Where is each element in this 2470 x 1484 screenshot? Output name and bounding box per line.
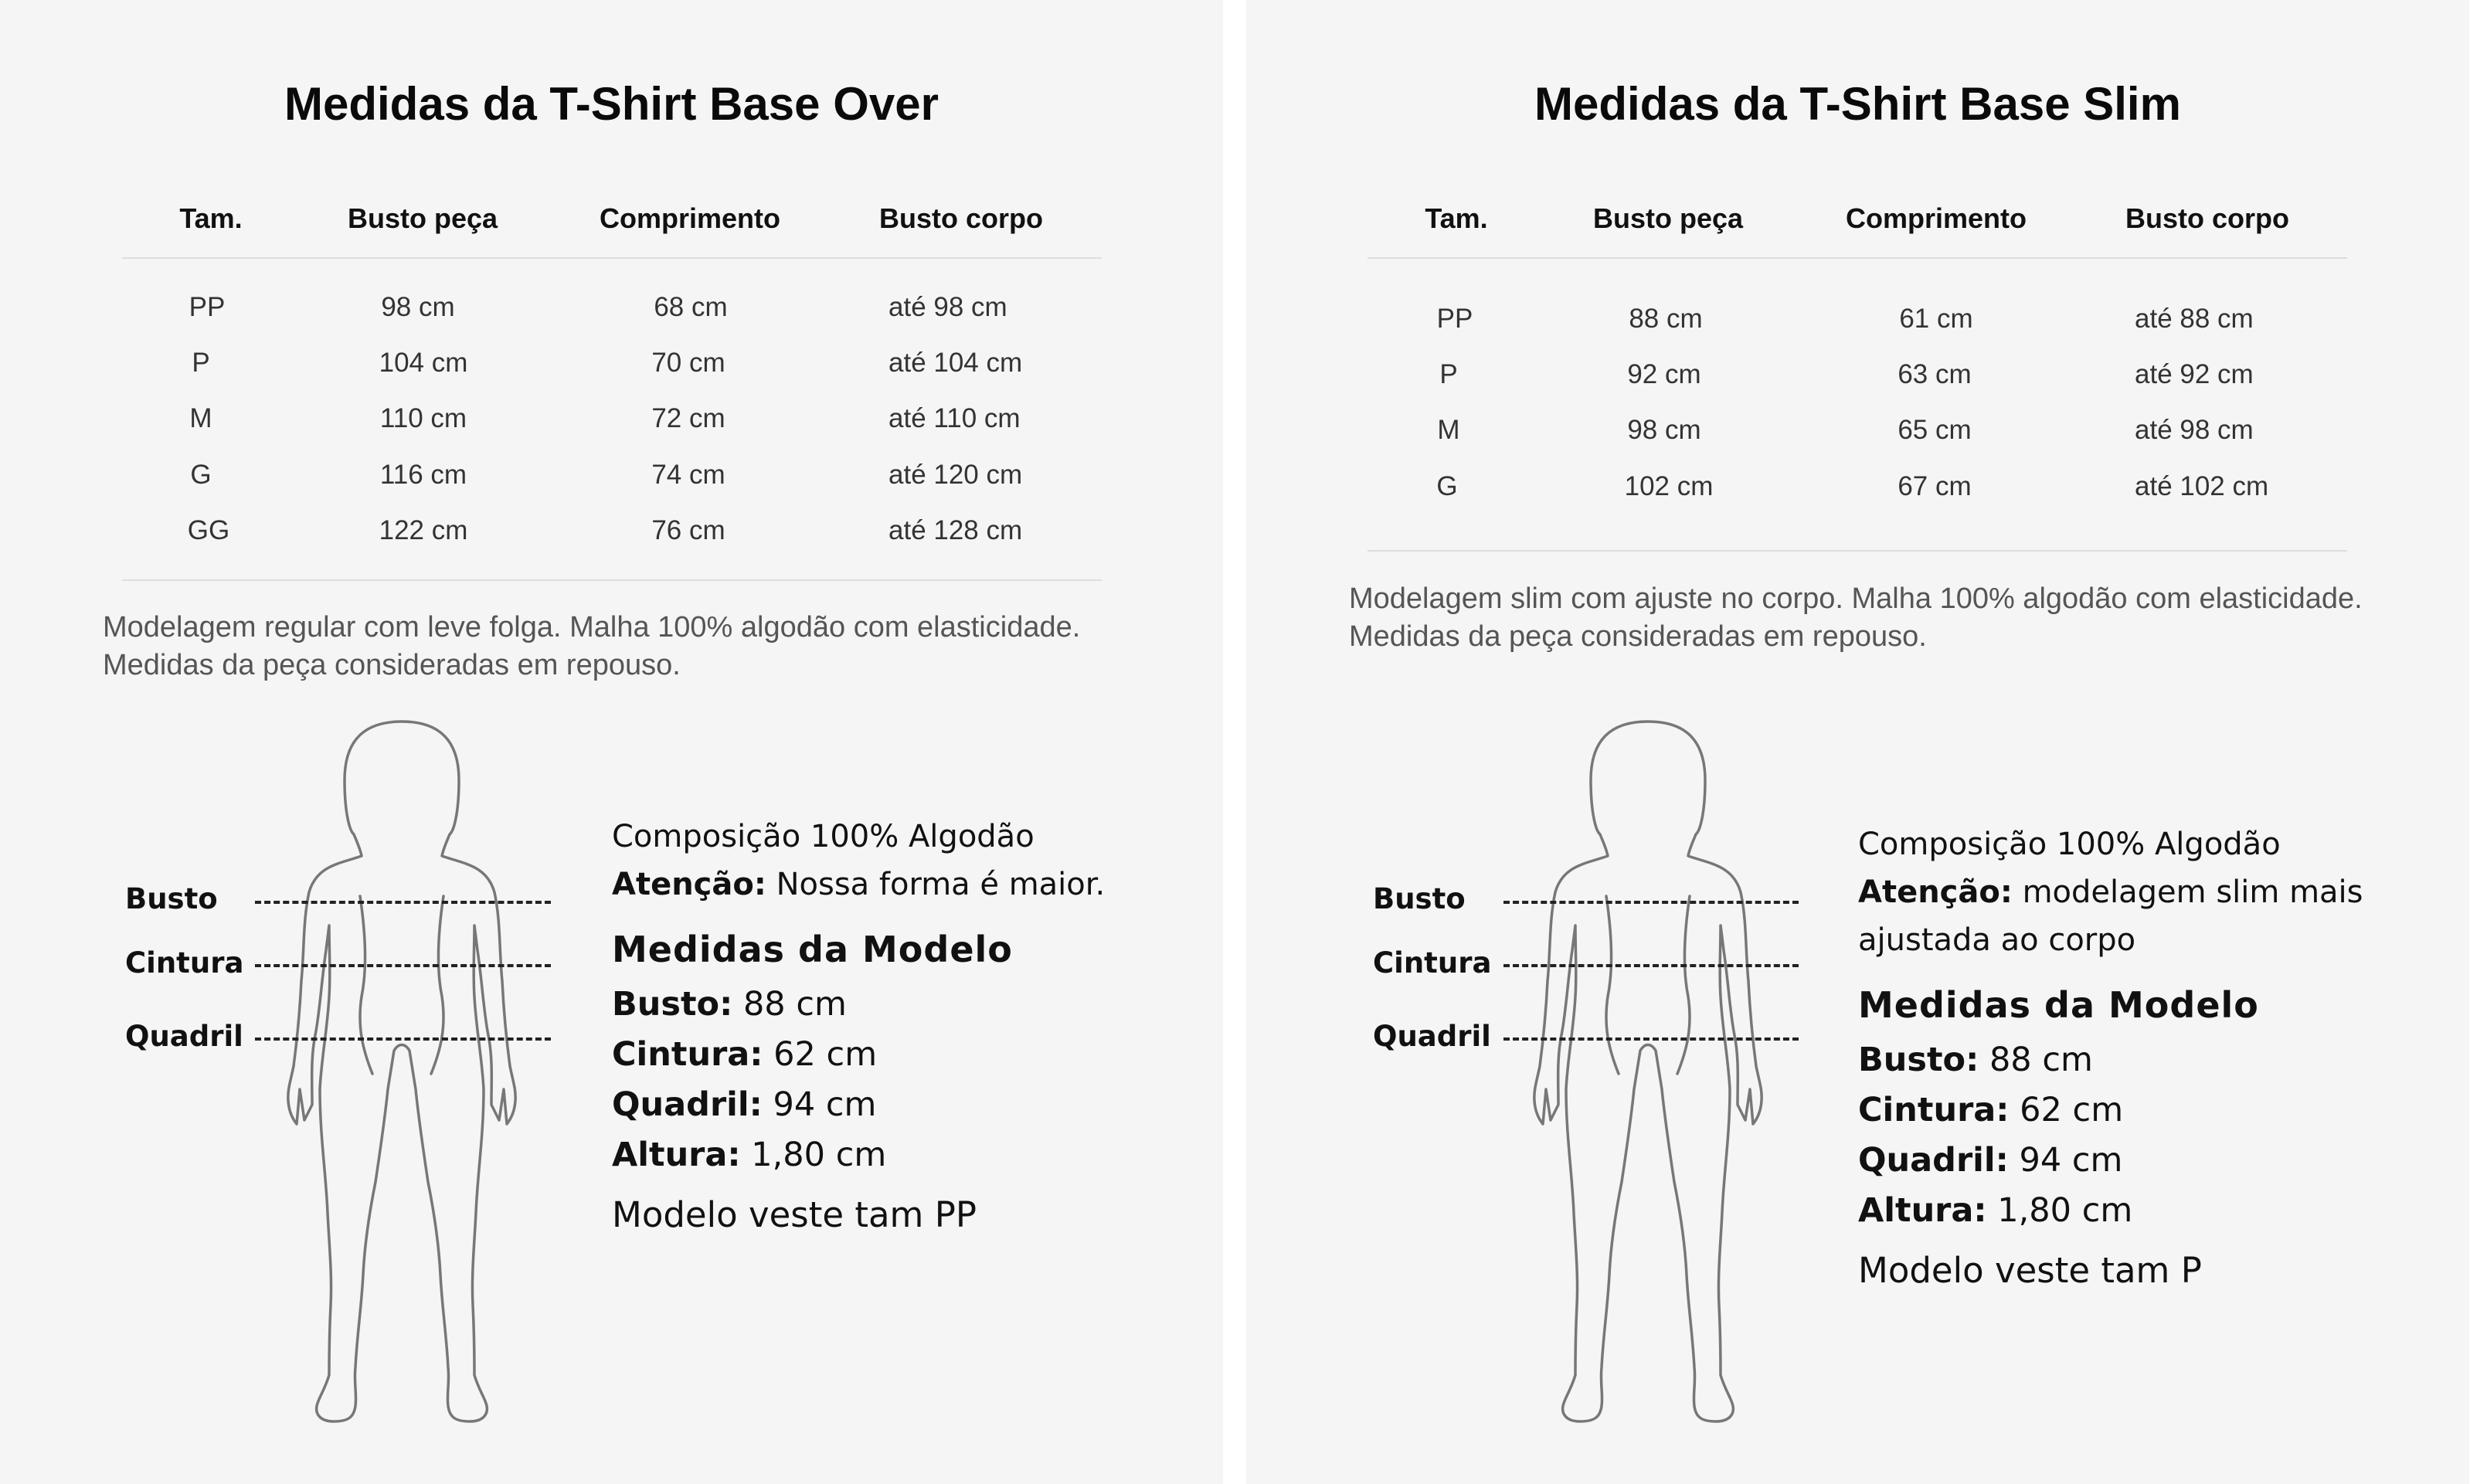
model-heading: Medidas da Modelo [612, 929, 1013, 970]
cell-size: GG [187, 515, 230, 545]
cell-size: P [192, 348, 210, 378]
measure-label: Quadril: [612, 1085, 763, 1124]
table-bottom-divider [122, 579, 1102, 581]
cell-bust-body: até 128 cm [888, 515, 1023, 545]
cell-bust-piece: 92 cm [1627, 359, 1701, 389]
measure-value: 88 cm [1989, 1041, 2093, 1079]
waist-guide-line [1503, 964, 1799, 967]
cell-bust-body: até 120 cm [888, 460, 1023, 490]
measure-value: 94 cm [2019, 1141, 2123, 1180]
figure-label-hip: Quadril [125, 1020, 243, 1053]
cell-bust-piece: 88 cm [1629, 304, 1703, 334]
measure-waist [1858, 1085, 2363, 1136]
composition-text: Composição 100% Algodão [612, 819, 1035, 854]
fit-note-line: Medidas da peça consideradas em repouso. [103, 649, 681, 681]
figure-label-hip: Quadril [1373, 1020, 1491, 1053]
cell-bust-body: até 88 cm [2135, 304, 2254, 334]
header-length: Comprimento [1846, 202, 2027, 234]
model-info [1858, 820, 2363, 1295]
measure-height [1858, 1186, 2363, 1236]
body-silhouette-icon [286, 718, 518, 1429]
cell-length: 70 cm [651, 348, 725, 378]
header-size: Tam. [1425, 202, 1488, 234]
cell-bust-piece: 98 cm [381, 292, 455, 322]
header-size: Tam. [179, 202, 243, 234]
header-length: Comprimento [600, 202, 780, 234]
panel-title: Medidas da T-Shirt Base Over [284, 78, 939, 130]
measure-value: 62 cm [2020, 1091, 2124, 1129]
measure-height [612, 1130, 1105, 1180]
cell-length: 65 cm [1898, 415, 1972, 445]
figure-label-bust: Busto [125, 882, 218, 915]
attention-label: Atenção: [1858, 874, 2013, 910]
measure-label: Altura: [612, 1136, 741, 1174]
measure-label: Cintura: [612, 1035, 763, 1074]
header-bust-piece: Busto peça [1592, 202, 1744, 234]
cell-bust-piece: 98 cm [1627, 415, 1701, 445]
cell-size: P [1439, 359, 1458, 389]
figure-label-waist: Cintura [125, 946, 244, 980]
cell-length: 74 cm [651, 460, 725, 490]
attention-line: modelagem slim mais [2022, 874, 2363, 910]
waist-guide-line [255, 964, 551, 967]
attention-label: Atenção: [612, 867, 766, 902]
composition-text: Composição 100% Algodão [1858, 827, 2281, 862]
fit-note [1349, 580, 2363, 656]
measure-value: 88 cm [742, 985, 847, 1024]
fit-note [103, 609, 1080, 684]
model-wears-size: Modelo veste tam P [1858, 1250, 2202, 1291]
cell-length: 68 cm [654, 292, 728, 322]
cell-bust-body: até 98 cm [888, 292, 1007, 322]
figure-label-bust: Busto [1373, 882, 1466, 915]
measure-waist [612, 1030, 1105, 1080]
cell-bust-body: até 98 cm [2135, 415, 2254, 445]
cell-bust-body: até 102 cm [2135, 471, 2269, 501]
cell-bust-piece: 122 cm [379, 515, 468, 545]
model-measures [612, 980, 1105, 1180]
table-bottom-divider [1368, 550, 2347, 552]
header-bust-body: Busto corpo [879, 202, 1043, 234]
cell-size: G [190, 460, 212, 490]
measure-value: 94 cm [773, 1085, 877, 1124]
cell-length: 76 cm [651, 515, 725, 545]
cell-bust-piece: 110 cm [379, 403, 467, 433]
size-panel-over [0, 0, 1223, 1484]
figure-label-waist: Cintura [1373, 946, 1492, 980]
table-header-divider [1368, 257, 2347, 259]
table-header-divider [122, 257, 1102, 259]
cell-bust-piece: 102 cm [1624, 471, 1714, 501]
measure-label: Busto: [1858, 1041, 1979, 1079]
cell-size: M [189, 403, 212, 433]
hip-guide-line [1503, 1037, 1799, 1041]
measure-label: Altura: [1858, 1191, 1987, 1230]
measure-value: 62 cm [773, 1035, 878, 1074]
measure-label: Cintura: [1858, 1091, 2010, 1129]
measure-value: 1,80 cm [751, 1136, 887, 1174]
measure-label: Busto: [612, 985, 733, 1024]
size-panel-slim [1246, 0, 2469, 1484]
cell-size: PP [1436, 304, 1473, 334]
bust-guide-line [255, 901, 551, 904]
fit-note-line: Medidas da peça consideradas em repouso. [1349, 620, 1927, 653]
measure-hip [1858, 1136, 2363, 1186]
header-bust-piece: Busto peça [347, 202, 498, 234]
measure-value: 1,80 cm [1997, 1191, 2133, 1230]
measure-bust [1858, 1035, 2363, 1085]
fit-note-line: Modelagem regular com leve folga. Malha 100% algodão com elasticidade. [103, 611, 1081, 644]
hip-guide-line [255, 1037, 551, 1041]
fit-note-line: Modelagem slim com ajuste no corpo. Malha 100% algodão com elasticidade. [1349, 582, 2363, 615]
cell-bust-piece: 116 cm [379, 460, 467, 490]
model-heading: Medidas da Modelo [1858, 984, 2259, 1026]
cell-size: M [1437, 415, 1460, 445]
body-silhouette-icon [1532, 718, 1764, 1429]
cell-length: 63 cm [1898, 359, 1972, 389]
attention-line: Nossa forma é maior. [776, 867, 1106, 902]
attention-line: ajustada ao corpo [1858, 922, 2136, 958]
measure-bust [612, 980, 1105, 1030]
bust-guide-line [1503, 901, 1799, 904]
cell-length: 61 cm [1899, 304, 1973, 334]
measure-hip [612, 1080, 1105, 1130]
model-measures [1858, 1035, 2363, 1236]
header-bust-body: Busto corpo [2125, 202, 2289, 234]
cell-bust-body: até 104 cm [888, 348, 1023, 378]
cell-length: 72 cm [651, 403, 725, 433]
model-wears-size: Modelo veste tam PP [612, 1194, 977, 1235]
panel-title: Medidas da T-Shirt Base Slim [1534, 78, 2181, 130]
cell-length: 67 cm [1898, 471, 1972, 501]
model-info [612, 813, 1105, 1239]
cell-bust-piece: 104 cm [379, 348, 468, 378]
cell-size: PP [189, 292, 226, 322]
attention-text [612, 861, 1105, 908]
measure-label: Quadril: [1858, 1141, 2009, 1180]
cell-bust-body: até 110 cm [888, 403, 1021, 433]
cell-bust-body: até 92 cm [2135, 359, 2254, 389]
cell-size: G [1436, 471, 1458, 501]
attention-text [1858, 868, 2363, 916]
